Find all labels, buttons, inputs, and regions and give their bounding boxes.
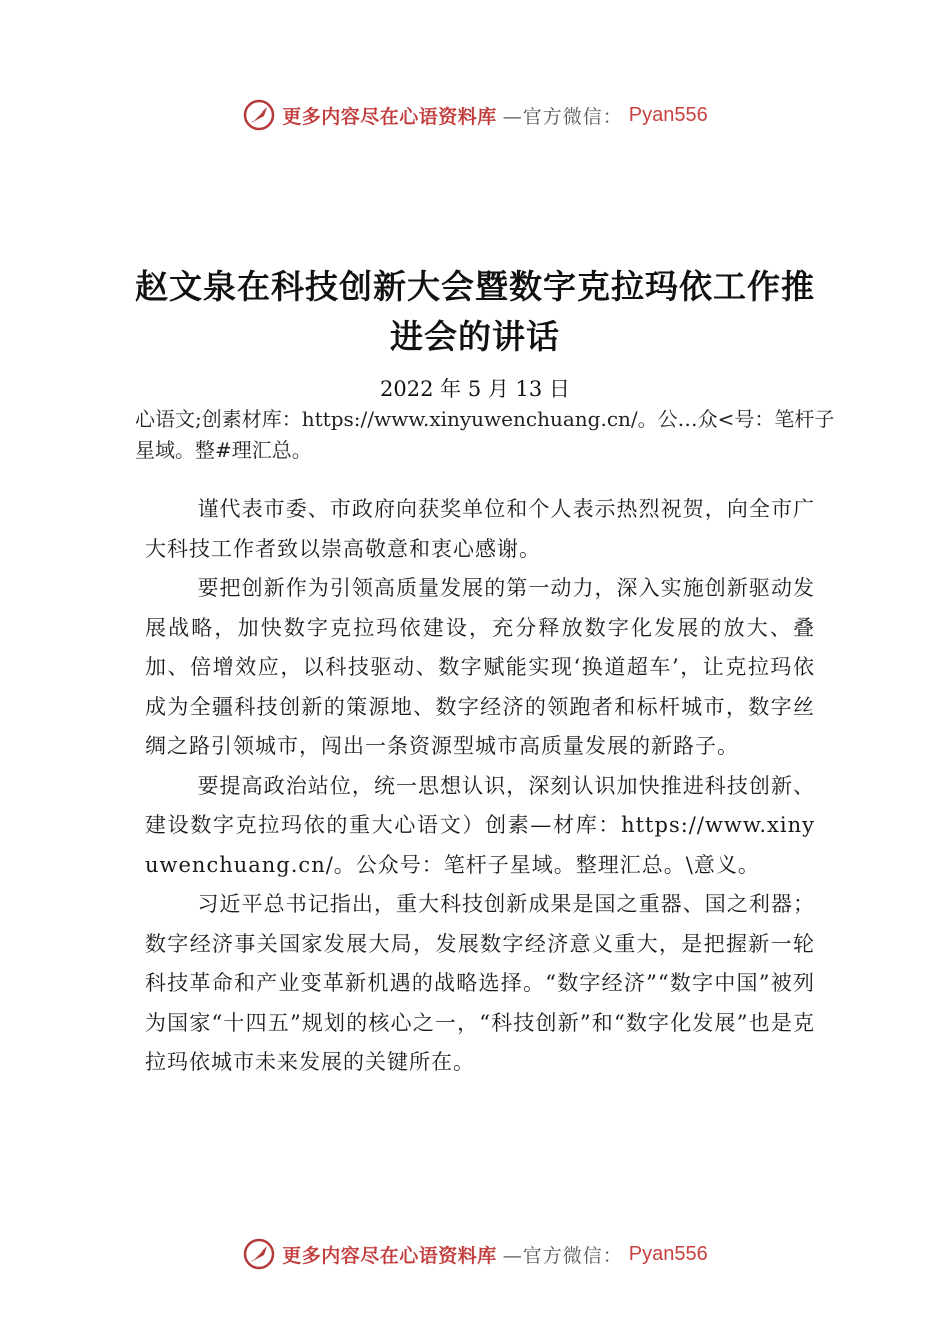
header-banner [0, 93, 950, 137]
paragraph: 习近平总书记指出，重大科技创新成果是国之重器、国之利器；数字经济事关国家发展大局，发展数字经济意义重大，是把握新一轮科技革命和产业变革新机遇的战略选择。“数字经济”“数字中国”被列为国家“十四五”规划的核心之一，“科技创新”和“数字化发展”也是克拉玛依城市未来发展的关键所在。 [145, 892, 815, 1074]
footer-banner [0, 1232, 950, 1276]
paragraph: 谨代表市委、市政府向获奖单位和个人表示热烈祝贺，向全市广大科技工作者致以崇高敬意和衷心感谢。 [145, 497, 815, 561]
banner-subtext: —官方微信： [502, 1244, 623, 1267]
banner-wechat-id: Pyan556 [628, 103, 708, 126]
paragraph: 要提高政治站位，统一思想认识，深刻认识加快推进科技创新、建设数字克拉玛依的重大心语文）创素—材库：https://www.xinyuwenchuang.cn/。公众号：笔杆子星域。整理汇总。\意义。 [145, 773, 815, 877]
banner-wechat-id: Pyan556 [628, 1242, 708, 1265]
document-title: 赵文泉在科技创新大会暨数字克拉玛依工作推进会的讲话 [135, 267, 815, 356]
banner-subtext: —官方微信： [502, 105, 623, 128]
banner-text: 更多内容尽在心语资料库 [282, 1244, 497, 1267]
banner-text: 更多内容尽在心语资料库 [282, 105, 497, 128]
quill-logo-icon [242, 1237, 276, 1271]
document-date: 2022 年 5 月 13 日 [380, 377, 570, 401]
paragraph: 要把创新作为引领高质量发展的第一动力，深入实施创新驱动发展战略，加快数字克拉玛依建设，充分释放数字化发展的放大、叠加、倍增效应，以科技驱动、数字赋能实现‘换道超车’，让克拉玛依成为全疆科技创新的策源地、数字经济的领跑者和标杆城市，数字丝绸之路引领城市，闯出一条资源型城市高质量发展的新路子。 [145, 576, 815, 758]
source-note: 心语文;创素材库：https://www.xinyuwenchuang.cn/。公…众<号：笔杆子星域。整#理汇总。 [135, 407, 835, 462]
document-body [145, 490, 815, 1083]
quill-logo-icon [242, 98, 276, 132]
